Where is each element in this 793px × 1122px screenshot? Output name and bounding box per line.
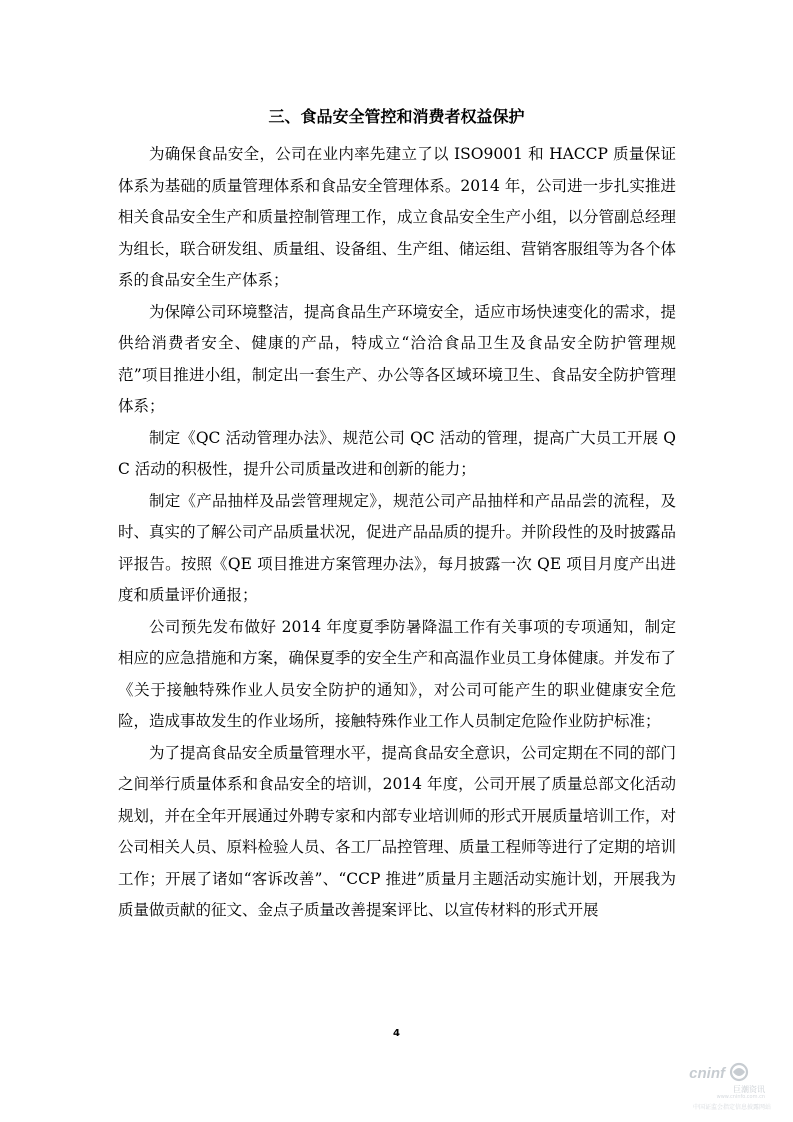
- paragraph-environment-safety: 为保障公司环境整洁，提高食品生产环境安全，适应市场快速变化的需求，提供给消费者安全、健康的产品，特成立“洽洽食品卫生及食品安全防护管理规范”项目推进小组，制定出一套生产、办公等各区域环境卫生、食品安全防护管理体系；: [118, 302, 677, 415]
- watermark-url: www.cninfo.com.cn: [716, 1094, 765, 1100]
- paragraph-sampling-tasting: 制定《产品抽样及品尝管理规定》，规范公司产品抽样和产品品尝的流程，及时、真实的了解公司产品质量状况，促进产品品质的提升。并阶段性的及时披露品评报告。按照《QE 项目推进方案管理办法》，每月披露一次 QE 项目月度产出进度和质量评价通报；: [118, 491, 677, 604]
- watermark-subtitle: 巨潮资讯: [733, 1085, 765, 1094]
- body-text: [118, 139, 676, 927]
- paragraph-summer-safety: 公司预先发布做好 2014 年度夏季防暑降温工作有关事项的专项通知，制定相应的应急措施和方案，确保夏季的安全生产和高温作业员工身体健康。并发布了《关于接触特殊作业人员安全防护的通知》，对公司可能产生的职业健康安全危险，造成事故发生的作业场所，接触特殊作业工作人员制定危险作业防护标准；: [118, 617, 677, 730]
- watermark-tagline: 中国证监会指定信息披露网站: [692, 1104, 771, 1111]
- paragraph-quality-system: 为确保食品安全，公司在业内率先建立了以 ISO9001 和 HACCP 质量保证体系为基础的质量管理体系和食品安全管理体系。2014 年，公司进一步扎实推进相关食品安全生产和质量控制管理工作，成立食品安全生产小组，以分管副总经理为组长，联合研发组、质量组、设备组、生产组、储运组、营销客服组等为各个体系的食品安全生产体系；: [118, 145, 677, 289]
- paragraph-qc-activity: 制定《QC 活动管理办法》、规范公司 QC 活动的管理，提高广大员工开展 QC 活动的积极性，提升公司质量改进和创新的能力；: [118, 428, 676, 478]
- paragraph-training: 为了提高食品安全质量管理水平，提高食品安全意识，公司定期在不同的部门之间举行质量体系和食品安全的培训，2014 年度，公司开展了质量总部文化活动规划，并在全年开展通过外聘专家和内部专业培训师的形式开展质量培训工作，对公司相关人员、原料检验人员、各工厂品控管理、质量工程师等进行了定期的培训工作；开展了诸如“客诉改善”、“CCP 推进”质量月主题活动实施计划，开展我为质量做贡献的征文、金点子质量改善提案评比、以宣传材料的形式开展: [118, 743, 677, 919]
- watermark-logo-text: cninf: [689, 1065, 725, 1082]
- cninfo-watermark: [667, 1060, 771, 1112]
- page-number: 4: [393, 1028, 400, 1039]
- section-title: 三、食品安全管控和消费者权益保护: [268, 107, 525, 126]
